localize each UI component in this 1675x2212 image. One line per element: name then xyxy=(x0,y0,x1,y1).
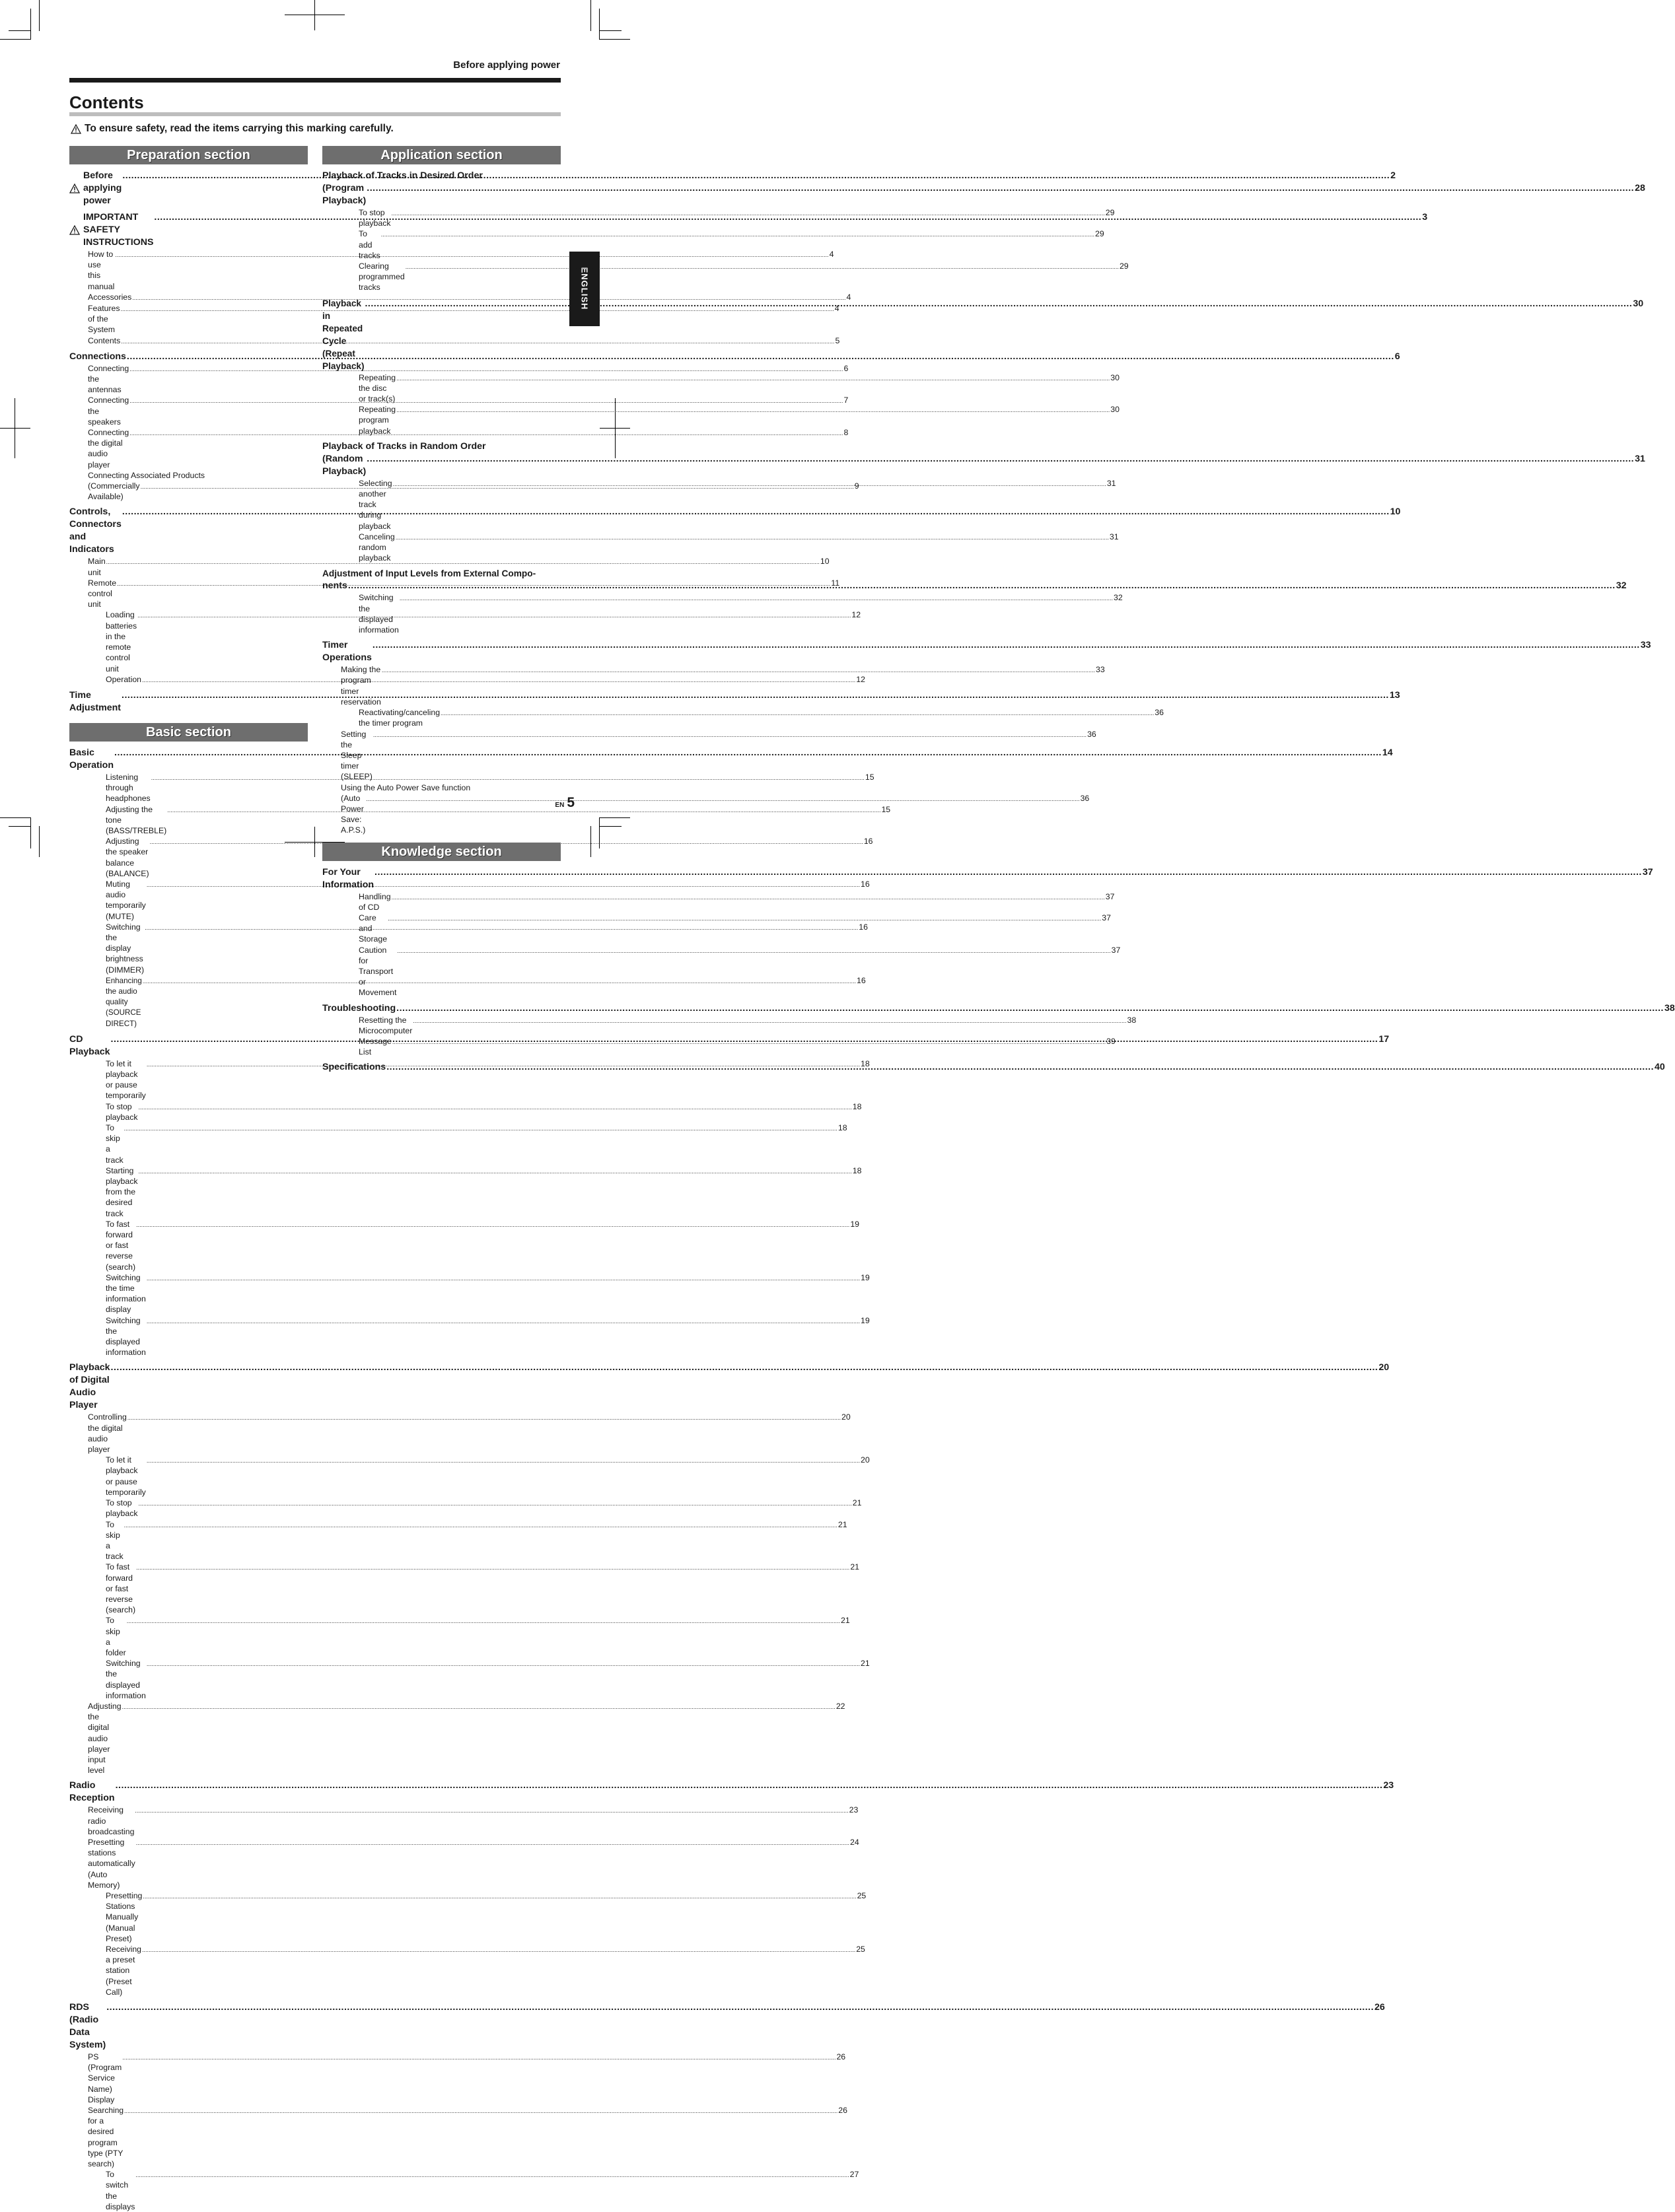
toc-page-number: 29 xyxy=(1095,229,1104,239)
toc-entry-title: Handling of CD xyxy=(359,891,391,912)
toc-page-number: 36 xyxy=(1155,708,1164,718)
section-banner: Knowledge section xyxy=(322,843,561,861)
toc-entry[interactable] xyxy=(69,292,851,303)
toc-entry-title: Switching the displayed information xyxy=(359,593,399,635)
toc-page-number: 31 xyxy=(1106,478,1116,488)
toc-page-number: 12 xyxy=(856,674,865,684)
toc-entry-title: Contents xyxy=(88,335,121,345)
page-title: Contents xyxy=(69,92,144,112)
toc-entry[interactable] xyxy=(69,1701,845,1776)
toc-page-number: 11 xyxy=(831,578,840,588)
toc-entry-title: (Auto Power Save: A.P.S.) xyxy=(341,793,366,835)
toc-entry[interactable] xyxy=(69,2169,859,2212)
toc-entry-title: To skip a folder xyxy=(106,1616,126,1657)
toc-page-number: 8 xyxy=(843,428,849,438)
toc-entry[interactable] xyxy=(69,303,839,335)
toc-entry-title: Before applying power xyxy=(83,170,122,206)
crop-mark xyxy=(0,817,31,818)
toc-page-number: 32 xyxy=(1616,580,1627,592)
crop-mark xyxy=(39,826,40,857)
toc-entry[interactable] xyxy=(322,372,1120,405)
crop-mark xyxy=(30,9,31,40)
toc-page-number: 24 xyxy=(849,1837,859,1847)
toc-entry[interactable] xyxy=(322,297,1644,372)
toc-page-number: 18 xyxy=(838,1123,847,1132)
toc-entry[interactable] xyxy=(69,1498,862,1519)
toc-entry-title: Radio Reception xyxy=(69,1780,115,1804)
toc-entry-title: To add tracks xyxy=(359,229,380,260)
toc-entry-title: Basic Operation xyxy=(69,747,114,771)
toc-entry-title: Switching the time information display xyxy=(106,1272,146,1315)
toc-entry[interactable] xyxy=(69,674,865,685)
toc-entry-title: Remote control unit xyxy=(88,578,117,609)
toc-entry-title: Repeating program playback xyxy=(359,405,396,436)
toc-entry-line1[interactable]: Connecting Associated Products xyxy=(88,470,205,480)
toc-page-number: 31 xyxy=(1109,532,1119,541)
toc-page-number: 20 xyxy=(1378,1362,1390,1373)
toc-entry-title: Adjusting the speaker balance (BALANCE) xyxy=(106,837,149,878)
toc-entry-title: Muting audio temporarily (MUTE) xyxy=(106,879,146,921)
toc-page-number: 16 xyxy=(861,879,870,889)
toc-page-number: 15 xyxy=(865,772,874,782)
toc-entry[interactable] xyxy=(69,2052,846,2105)
toc-entry[interactable] xyxy=(69,1658,870,1701)
toc-entry-title: Reactivating/canceling the timer program xyxy=(359,708,441,728)
toc-entry-title: To stop playback xyxy=(106,1498,138,1519)
crop-mark xyxy=(590,0,591,31)
toc-entry-title: Playback of Digital Audio Player xyxy=(69,1362,110,1411)
toc-page-number: 20 xyxy=(861,1455,870,1465)
toc-page-number: 17 xyxy=(1378,1033,1390,1045)
toc-entry-title: Making the program timer reservation xyxy=(341,665,381,707)
toc-entry-title: Care and Storage xyxy=(359,913,388,944)
toc-entry[interactable] xyxy=(69,1519,847,1562)
toc-entry-title: Features of the System xyxy=(88,304,120,335)
toc-entry-title: Listening through headphones xyxy=(106,772,151,804)
toc-entry[interactable] xyxy=(322,228,1104,261)
toc-page-number: 39 xyxy=(1106,1036,1116,1046)
toc-page-number: 19 xyxy=(861,1315,870,1325)
toc-page-number: 19 xyxy=(850,1219,859,1229)
toc-entry[interactable] xyxy=(69,1165,862,1219)
toc-entry-title: To stop playback xyxy=(359,208,391,228)
toc-entry-title: To fast forward or fast reverse (search) xyxy=(106,1219,136,1272)
toc-entry[interactable] xyxy=(69,1890,867,1944)
toc-entry-title: For Your Information xyxy=(322,866,374,890)
toc-entry[interactable] xyxy=(69,1562,859,1615)
toc-entry-title: Switching the display brightness (DIMMER) xyxy=(106,922,145,975)
toc-page-number: 26 xyxy=(838,2106,847,2116)
toc-entry-title: Presetting stations automatically (Auto Memory) xyxy=(88,1837,135,1890)
toc-entry[interactable] xyxy=(69,747,1393,772)
toc-entry-title: Time Adjustment xyxy=(69,689,122,713)
toc-entry-title: Connections xyxy=(69,351,126,362)
toc-entry[interactable] xyxy=(322,1002,1675,1015)
crop-mark xyxy=(314,0,315,30)
toc-entry[interactable] xyxy=(69,1362,1390,1412)
toc-page-number: 26 xyxy=(836,2052,846,2062)
toc-page-number: 4 xyxy=(846,292,851,302)
toc-page-number: 29 xyxy=(1105,208,1115,217)
toc-page-number: 21 xyxy=(840,1616,850,1626)
toc-entry[interactable] xyxy=(322,1015,1137,1036)
toc-entry-title: Presetting Stations Manually (Manual Preset) xyxy=(106,1891,143,1943)
toc-entry[interactable] xyxy=(322,453,1645,478)
toc-page-number: 18 xyxy=(852,1165,862,1175)
toc-entry-title: Caution for Transport or Movement xyxy=(359,945,397,998)
toc-entry-title: Selecting another track during playback xyxy=(359,478,392,531)
toc-entry[interactable] xyxy=(322,707,1164,728)
toc-entry-title: CD Playback xyxy=(69,1033,110,1057)
toc-page-number: 37 xyxy=(1111,945,1121,955)
toc-page-number: 16 xyxy=(863,837,873,847)
toc-page-number: 29 xyxy=(1119,261,1129,271)
toc-entry-title: How to use this manual xyxy=(88,250,115,291)
toc-entry[interactable] xyxy=(69,1944,865,1997)
running-header: Before applying power xyxy=(453,59,560,71)
toc-page-number: 18 xyxy=(861,1058,870,1068)
toc-entry[interactable] xyxy=(69,1412,851,1455)
toc-entry-title: Setting the Sleep timer (SLEEP) xyxy=(341,729,373,782)
toc-page-number: 38 xyxy=(1127,1015,1137,1025)
toc-entry-title: Canceling random playback xyxy=(359,532,395,563)
toc-entry-title: Starting playback from the desired track xyxy=(106,1165,138,1218)
toc-entry-title: RDS (Radio Data System) xyxy=(69,2002,106,2051)
toc-page-number: 25 xyxy=(857,1891,867,1900)
toc-entry[interactable] xyxy=(69,1219,859,1272)
toc-entry-title: Accessories xyxy=(88,292,132,302)
toc-entry-title: To switch the displays xyxy=(106,2170,135,2211)
toc-page-number: 22 xyxy=(836,1701,845,1711)
toc-page-number: 14 xyxy=(1382,747,1393,758)
toc-page-number: 40 xyxy=(1655,1062,1665,1073)
crop-mark xyxy=(0,428,30,429)
crop-mark xyxy=(9,30,31,31)
toc-entry-title: Main unit xyxy=(88,557,106,577)
toc-page-number: 21 xyxy=(852,1498,862,1508)
toc-entry-title: PS (Program Service Name) Display xyxy=(88,2052,122,2104)
toc-entry[interactable] xyxy=(69,335,840,347)
toc-entry-title: Searching for a desired program type (PTY search) xyxy=(88,2106,124,2169)
toc-entry-title: Connecting the speakers xyxy=(88,396,129,427)
crop-mark xyxy=(39,0,40,31)
crop-mark xyxy=(599,9,600,40)
toc-page-number: 23 xyxy=(1383,1780,1394,1791)
section-banner: Preparation section xyxy=(69,146,308,164)
toc-entry-title: To let it playback or pause temporarily xyxy=(106,1058,146,1101)
crop-mark xyxy=(599,826,622,827)
crop-mark xyxy=(0,39,31,40)
toc-page-number: 26 xyxy=(1374,2002,1385,2013)
toc-page-number: 36 xyxy=(1087,729,1096,739)
toc-page-number: 9 xyxy=(854,481,859,491)
toc-entry-line1[interactable]: Playback of Tracks in Random Order xyxy=(322,440,486,452)
toc-entry-title: nents xyxy=(322,580,347,592)
title-rule xyxy=(69,112,561,116)
toc-page-number: 37 xyxy=(1642,866,1653,878)
toc-page-number: 33 xyxy=(1096,665,1105,675)
toc-entry-title: Receiving radio broadcasting xyxy=(88,1805,135,1836)
toc-entry-title: To fast forward or fast reverse (search) xyxy=(106,1562,136,1615)
toc-page-number: 37 xyxy=(1102,913,1111,922)
toc-entry-title: Adjusting the tone (BASS/TREBLE) xyxy=(106,804,167,835)
toc-page-number: 20 xyxy=(841,1412,851,1422)
toc-entry-title: Specifications xyxy=(322,1062,386,1073)
header-rule xyxy=(69,78,561,83)
toc-page-number: 28 xyxy=(1635,183,1645,193)
toc-entry[interactable] xyxy=(69,2001,1385,2052)
toc-entry-title: Troubleshooting xyxy=(322,1002,396,1014)
toc-page-number: 10 xyxy=(820,557,830,567)
toc-entry-title: Switching the displayed information xyxy=(106,1315,146,1358)
toc-page-number: 6 xyxy=(1394,351,1400,362)
toc-entry[interactable] xyxy=(69,1315,870,1358)
toc-entry-line1[interactable]: Using the Auto Power Save function xyxy=(341,782,471,792)
toc-page-number: 30 xyxy=(1633,298,1644,309)
toc-page-number: 33 xyxy=(1640,640,1651,651)
toc-page-number: 3 xyxy=(1422,212,1428,223)
toc-page-number: 10 xyxy=(1390,506,1401,518)
section-banner: Basic section xyxy=(69,723,308,742)
toc-entry-title: (Random Playback) xyxy=(322,453,367,477)
toc-entry[interactable] xyxy=(69,1455,870,1498)
toc-entry-title: Connecting the digital audio player xyxy=(88,428,129,469)
safety-note-text: To ensure safety, read the items carrying this marking carefully. xyxy=(85,123,394,134)
toc-page-number: 16 xyxy=(859,922,868,932)
toc-entry-title: Switching the displayed information xyxy=(106,1659,146,1700)
toc-entry-title: Playback in Repeated Cycle (Repeat Playback) xyxy=(322,298,365,371)
toc-entry-title: To skip a track xyxy=(106,1123,124,1165)
toc-page-number: 21 xyxy=(861,1659,870,1669)
crop-mark xyxy=(599,30,622,31)
toc-entry-title: Message List xyxy=(359,1036,392,1057)
toc-page-number: 4 xyxy=(829,250,834,259)
toc-entry-title: To let it playback or pause temporarily xyxy=(106,1455,146,1497)
toc-page-number: 4 xyxy=(834,304,839,314)
toc-entry-title: IMPORTANT SAFETY INSTRUCTIONS xyxy=(83,212,154,248)
toc-entry[interactable] xyxy=(322,404,1120,436)
toc-page-number: 31 xyxy=(1635,453,1645,464)
toc-entry[interactable] xyxy=(69,1780,1394,1805)
toc-entry[interactable] xyxy=(69,2105,847,2169)
toc-entry-title: Controlling the digital audio player xyxy=(88,1412,127,1455)
toc-entry[interactable] xyxy=(322,207,1115,228)
toc-entry[interactable] xyxy=(322,639,1651,664)
toc-entry[interactable] xyxy=(69,1615,850,1658)
toc-page-number: 23 xyxy=(849,1805,859,1815)
toc-entry-title: Clearing programmed tracks xyxy=(359,261,405,293)
toc-entry-title: To stop playback xyxy=(106,1101,138,1122)
toc-entry[interactable] xyxy=(322,1036,1116,1057)
toc-page-number: 21 xyxy=(850,1562,859,1572)
warning-triangle-icon xyxy=(69,184,80,193)
language-tab-label: ENGLISH xyxy=(579,267,590,310)
toc-entry[interactable] xyxy=(69,481,859,502)
toc-page-number: 5 xyxy=(835,335,840,345)
crop-mark xyxy=(599,39,630,40)
toc-entry-title: Repeating the disc or track(s) xyxy=(359,372,396,404)
page-number: 5 xyxy=(567,795,575,810)
toc-entry-title: Timer Operations xyxy=(322,640,372,664)
toc-entry-title: Connecting the antennas xyxy=(88,363,129,395)
toc-entry[interactable] xyxy=(322,182,1645,207)
toc-entry-title: (Commercially Available) xyxy=(88,481,140,502)
toc-entry-title: (Program Playback) xyxy=(322,183,367,206)
toc-entry[interactable] xyxy=(322,891,1115,913)
toc-page-number: 30 xyxy=(1110,372,1120,382)
toc-entry-title: To skip a track xyxy=(106,1519,124,1562)
toc-page-number: 21 xyxy=(838,1519,847,1529)
toc-page-number: 19 xyxy=(861,1272,870,1282)
crop-mark xyxy=(9,826,31,827)
toc-entry-title: Loading batteries in the remote control unit xyxy=(106,610,137,674)
footer-lang: EN xyxy=(555,802,565,809)
section-banner: Application section xyxy=(322,146,561,164)
toc-entry-title: Receiving a preset station (Preset Call) xyxy=(106,1945,141,1997)
toc-entry[interactable] xyxy=(322,478,1116,532)
toc-entry-title: Operation xyxy=(106,674,142,684)
toc-entry[interactable] xyxy=(69,351,1400,363)
toc-page-number: 32 xyxy=(1114,593,1123,603)
toc-page-number: 25 xyxy=(856,1945,865,1954)
toc-page-number: 12 xyxy=(851,610,861,620)
crop-mark xyxy=(30,817,31,848)
toc-entry[interactable] xyxy=(69,1837,859,1890)
toc-page-number: 6 xyxy=(843,363,849,373)
toc-entry-line1[interactable]: Adjustment of Input Levels from External Compo- xyxy=(322,569,536,579)
toc-page-number: 16 xyxy=(857,975,866,985)
toc-page-number: 38 xyxy=(1664,1002,1675,1014)
warning-triangle-icon xyxy=(69,225,80,235)
toc-page-number: 13 xyxy=(1389,689,1400,701)
toc-entry-title: Enhancing the audio quality (SOURCE DIRECT) xyxy=(106,976,142,1028)
crop-mark xyxy=(599,817,630,818)
toc-page-number: 37 xyxy=(1105,891,1115,901)
warning-triangle-icon xyxy=(71,124,81,134)
toc-entry[interactable] xyxy=(69,1123,847,1165)
toc-page-number: 30 xyxy=(1110,405,1120,415)
toc-entry[interactable] xyxy=(69,1805,859,1837)
toc-entry[interactable] xyxy=(69,1272,870,1315)
toc-page-number: 27 xyxy=(849,2170,859,2180)
toc-entry-title: Adjusting the digital audio player input level xyxy=(88,1701,122,1776)
toc-page-number: 7 xyxy=(843,396,849,405)
toc-entry[interactable] xyxy=(69,1101,862,1123)
toc-page-number: 15 xyxy=(881,804,891,814)
toc-entry-title: Controls, Connectors and Indicators xyxy=(69,506,122,555)
toc-entry-line1[interactable]: Playback of Tracks in Desired Order xyxy=(322,170,483,181)
toc-page-number: 2 xyxy=(1390,170,1396,181)
toc-page-number: 36 xyxy=(1080,793,1090,803)
safety-note xyxy=(71,123,394,135)
toc-entry-title: Resetting the Microcomputer xyxy=(359,1015,413,1035)
toc-page-number: 18 xyxy=(852,1101,862,1111)
